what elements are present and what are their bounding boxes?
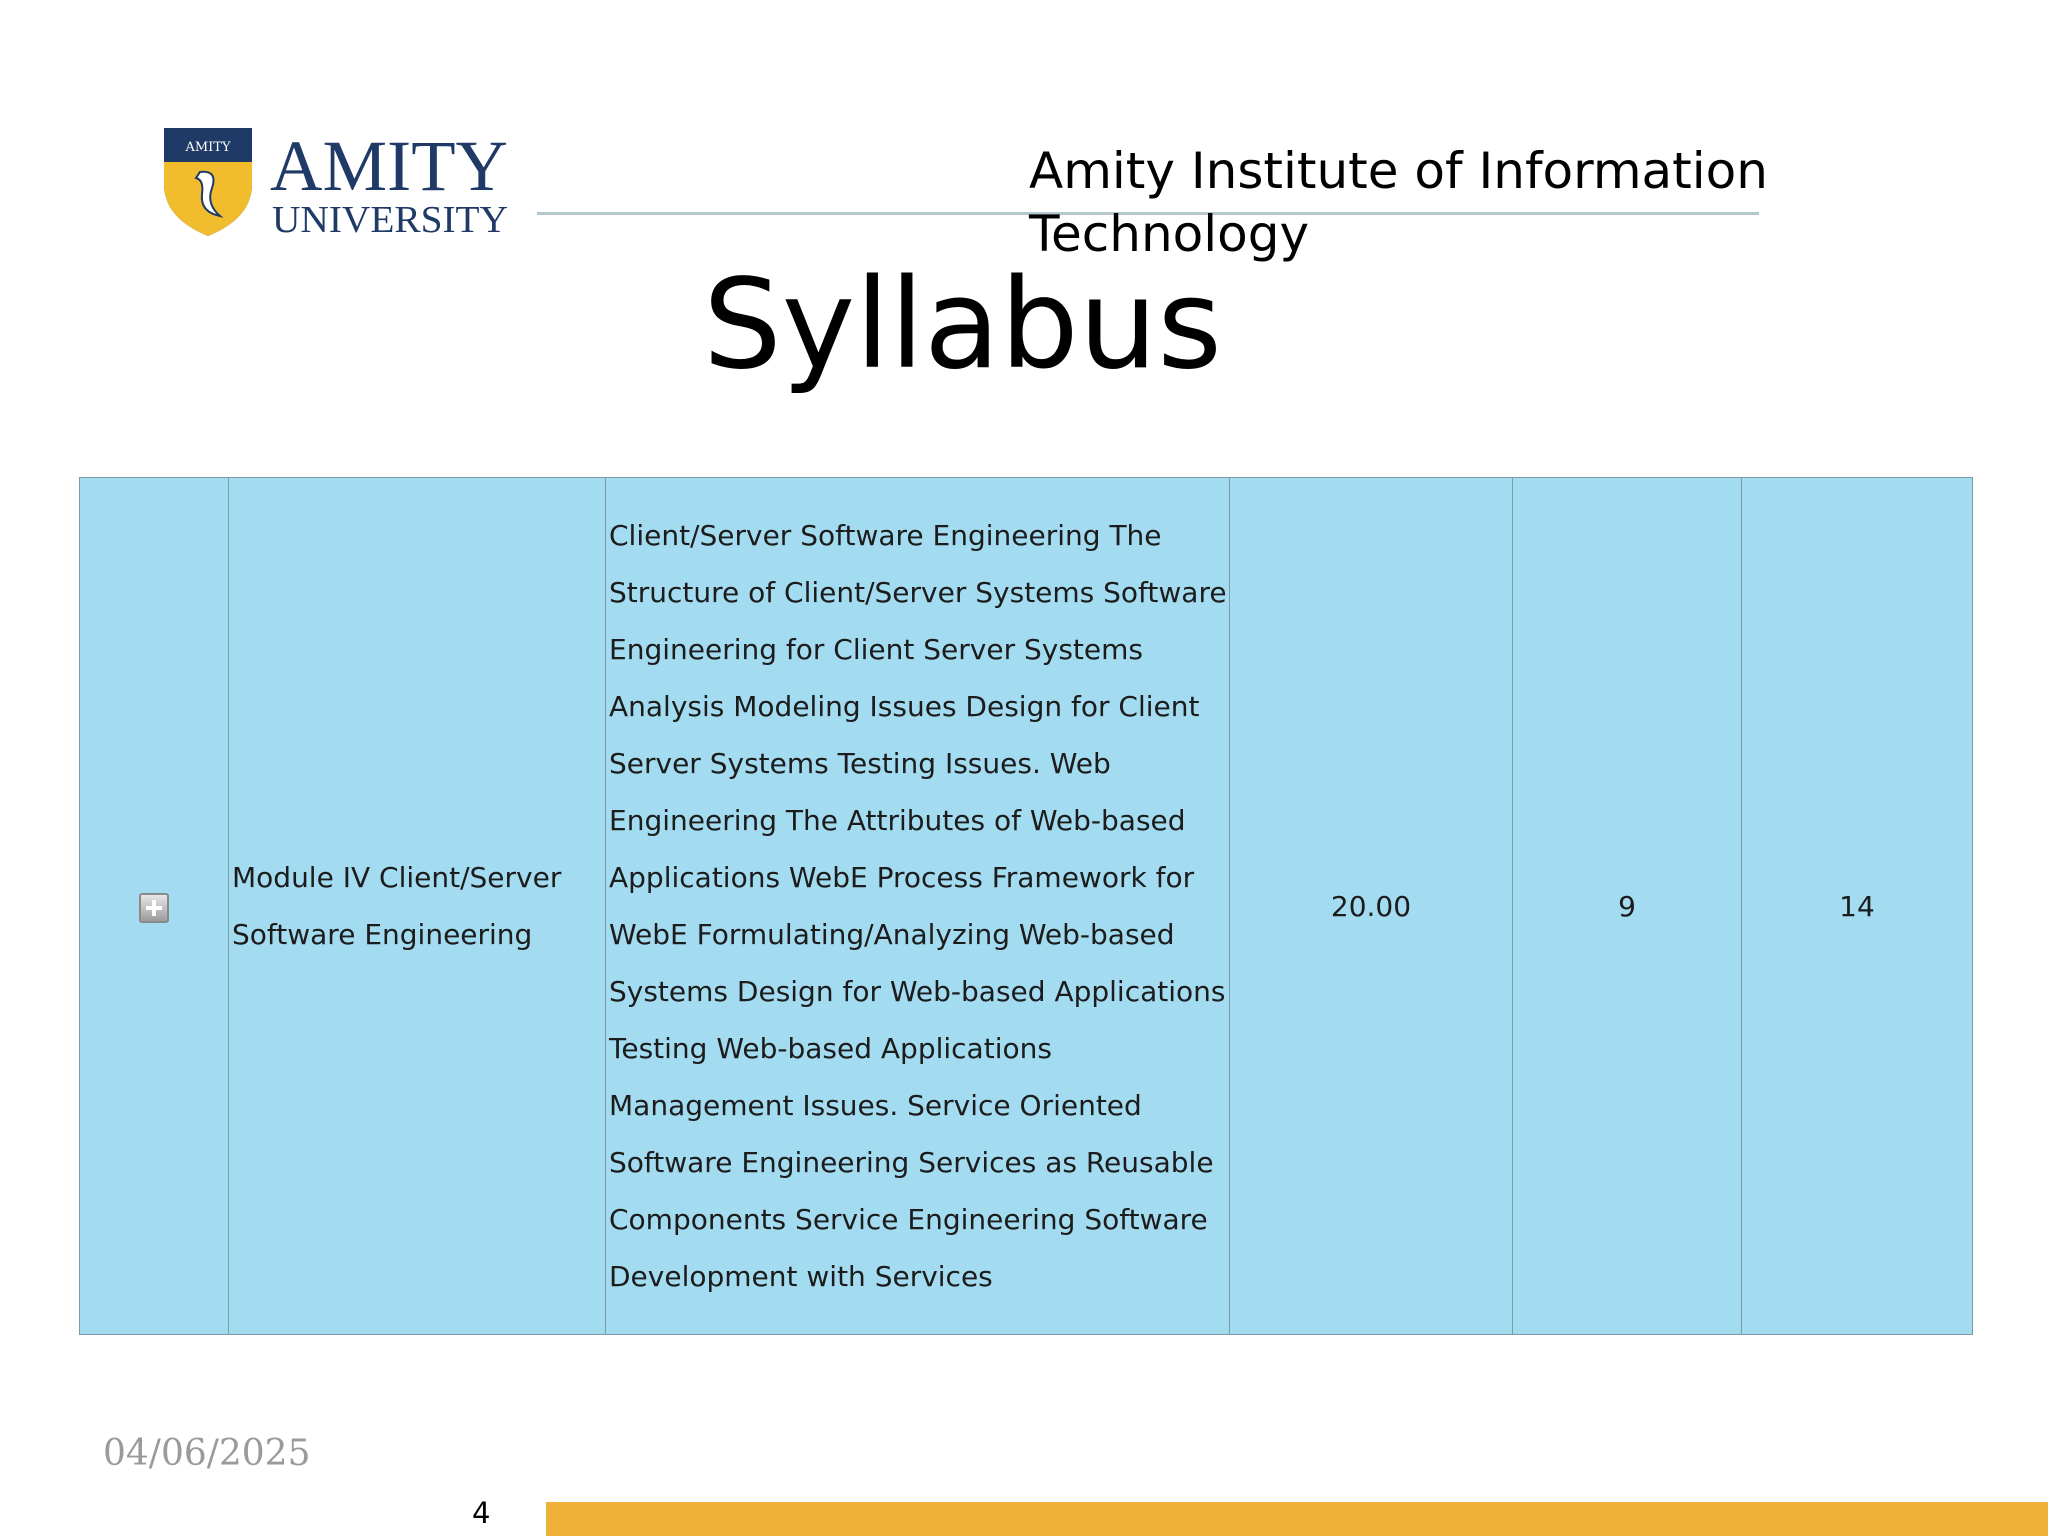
syllabus-table [79, 477, 1973, 1335]
page-number: 4 [472, 1496, 491, 1530]
amity-crest-icon [160, 122, 512, 238]
logo-name-line2: UNIVERSITY [272, 199, 508, 238]
logo-name-line1: AMITY [270, 126, 508, 206]
crest-label: AMITY [185, 140, 231, 155]
value-1-cell: 9 [1513, 478, 1742, 1335]
expand-cell [80, 478, 229, 1335]
weightage-cell: 20.00 [1230, 478, 1513, 1335]
expand-plus-icon[interactable] [139, 893, 169, 923]
slide-title: Syllabus [703, 253, 1222, 397]
amity-logo [160, 122, 512, 238]
value-2-cell: 14 [1742, 478, 1973, 1335]
footer-accent-bar [546, 1502, 2048, 1536]
institute-name: Amity Institute of Information Technology [1029, 142, 1768, 263]
module-cell: Module IV Client/Server Software Engineering [229, 478, 606, 1335]
footer-date: 04/06/2025 [103, 1433, 311, 1474]
topics-cell: Client/Server Software Engineering The Structure of Client/Server Systems Software Engineering for Client Server Systems Analysis Modeling Issues Design for Client Server Systems Testing Issues. Web Engineering The Attributes of Web-based Applications WebE Process Framework for WebE Formulating/Analyzing Web-based Systems Design for Web-based Applications Testing Web-based Applications Management Issues. Service Oriented Software Engineering Services as Reusable Components Service Engineering Software Development with Services [606, 478, 1230, 1335]
table-row [80, 478, 1973, 1335]
